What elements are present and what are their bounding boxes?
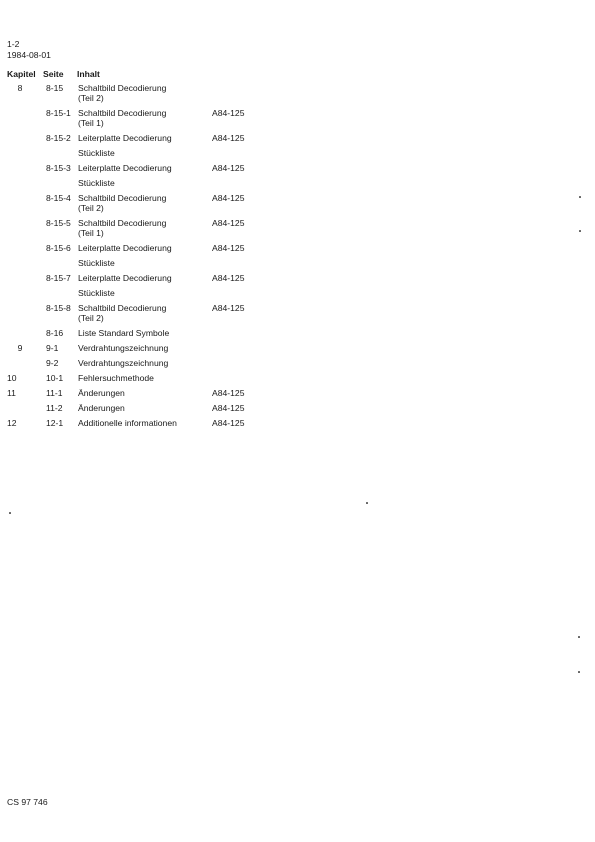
toc-inhalt bbox=[78, 83, 166, 103]
toc-seite: 8-15-6 bbox=[46, 243, 71, 253]
toc-inhalt-line1: Schaltbild Decodierung bbox=[78, 83, 167, 93]
column-header-inhalt: Inhalt bbox=[77, 69, 100, 79]
toc-inhalt-line1: Änderungen bbox=[78, 388, 125, 398]
toc-inhalt bbox=[78, 178, 115, 188]
toc-seite: 8-15-7 bbox=[46, 273, 71, 283]
toc-ref: A84-125 bbox=[212, 273, 245, 283]
column-header-kapitel: Kapitel bbox=[7, 69, 36, 79]
toc-seite: 8-16 bbox=[46, 328, 64, 338]
toc-inhalt-line1: Stückliste bbox=[78, 258, 115, 268]
toc-inhalt bbox=[78, 303, 166, 323]
toc-row bbox=[0, 273, 320, 288]
toc-inhalt-line1: Leiterplatte Decodierung bbox=[78, 243, 172, 253]
toc-inhalt-line1: Leiterplatte Decodierung bbox=[78, 273, 172, 283]
toc-inhalt bbox=[78, 218, 166, 238]
toc-inhalt bbox=[78, 163, 172, 173]
toc-seite: 8-15-1 bbox=[46, 108, 71, 118]
toc-seite: 8-15-3 bbox=[46, 163, 71, 173]
toc-row bbox=[0, 243, 320, 258]
toc-ref: A84-125 bbox=[212, 388, 245, 398]
toc-inhalt-line1: Fehlersuchmethode bbox=[78, 373, 154, 383]
toc-ref: A84-125 bbox=[212, 193, 245, 203]
toc-seite: 11-1 bbox=[46, 388, 63, 398]
toc-inhalt-line2: (Teil 2) bbox=[78, 313, 104, 323]
toc-inhalt-line1: Additionelle informationen bbox=[78, 418, 177, 428]
toc-table bbox=[0, 83, 320, 433]
toc-ref: A84-125 bbox=[212, 108, 245, 118]
toc-row bbox=[0, 108, 320, 133]
toc-inhalt bbox=[78, 108, 166, 128]
toc-ref: A84-125 bbox=[212, 418, 245, 428]
toc-inhalt-line1: Verdrahtungszeichnung bbox=[78, 343, 169, 353]
toc-seite: 8-15-4 bbox=[46, 193, 71, 203]
toc-inhalt-line1: Schaltbild Decodierung bbox=[78, 108, 167, 118]
scan-speck bbox=[366, 502, 368, 504]
toc-ref: A84-125 bbox=[212, 403, 245, 413]
toc-kapitel: 8 bbox=[17, 83, 23, 93]
toc-seite: 11-2 bbox=[46, 403, 63, 413]
scan-speck bbox=[578, 671, 580, 673]
scan-speck bbox=[579, 196, 581, 198]
toc-inhalt bbox=[78, 193, 166, 213]
page-code: 1-2 bbox=[7, 39, 20, 49]
toc-inhalt-line2: (Teil 1) bbox=[78, 118, 104, 128]
scan-speck bbox=[9, 512, 11, 514]
toc-inhalt bbox=[78, 288, 115, 298]
toc-inhalt bbox=[78, 373, 154, 383]
toc-row bbox=[0, 133, 320, 148]
toc-row bbox=[0, 418, 320, 433]
scan-speck bbox=[579, 230, 581, 232]
toc-row bbox=[0, 358, 320, 373]
toc-row bbox=[0, 303, 320, 328]
toc-seite: 9-1 bbox=[46, 343, 59, 353]
toc-row bbox=[0, 328, 320, 343]
toc-ref: A84-125 bbox=[212, 303, 245, 313]
toc-ref: A84-125 bbox=[212, 133, 245, 143]
toc-inhalt-line1: Schaltbild Decodierung bbox=[78, 303, 167, 313]
footer-code: CS 97 746 bbox=[7, 797, 48, 807]
toc-row bbox=[0, 403, 320, 418]
toc-seite: 8-15 bbox=[46, 83, 64, 93]
toc-seite: 10-1 bbox=[46, 373, 64, 383]
toc-inhalt-line1: Verdrahtungszeichnung bbox=[78, 358, 169, 368]
toc-ref: A84-125 bbox=[212, 163, 245, 173]
toc-seite: 9-2 bbox=[46, 358, 59, 368]
toc-inhalt-line2: (Teil 1) bbox=[78, 228, 104, 238]
toc-inhalt bbox=[78, 388, 125, 398]
toc-inhalt-line1: Schaltbild Decodierung bbox=[78, 193, 167, 203]
toc-row bbox=[0, 343, 320, 358]
toc-seite: 8-15-5 bbox=[46, 218, 71, 228]
toc-ref: A84-125 bbox=[212, 243, 245, 253]
toc-inhalt bbox=[78, 343, 168, 353]
toc-inhalt bbox=[78, 403, 125, 413]
toc-row bbox=[0, 258, 320, 273]
toc-row bbox=[0, 373, 320, 388]
page-date: 1984-08-01 bbox=[7, 50, 51, 60]
toc-inhalt bbox=[78, 358, 168, 368]
toc-seite: 12-1 bbox=[46, 418, 64, 428]
toc-inhalt-line1: Leiterplatte Decodierung bbox=[78, 163, 172, 173]
toc-inhalt bbox=[78, 133, 172, 143]
toc-kapitel: 10 bbox=[7, 373, 17, 383]
toc-ref: A84-125 bbox=[212, 218, 245, 228]
toc-inhalt-line1: Änderungen bbox=[78, 403, 125, 413]
toc-inhalt bbox=[78, 258, 115, 268]
scan-speck bbox=[578, 636, 580, 638]
toc-inhalt bbox=[78, 328, 169, 338]
toc-inhalt bbox=[78, 148, 115, 158]
toc-kapitel: 9 bbox=[17, 343, 23, 353]
toc-row bbox=[0, 148, 320, 163]
column-header-seite: Seite bbox=[43, 69, 64, 79]
toc-seite: 8-15-8 bbox=[46, 303, 71, 313]
toc-row bbox=[0, 218, 320, 243]
toc-inhalt bbox=[78, 273, 172, 283]
toc-inhalt bbox=[78, 243, 172, 253]
toc-row bbox=[0, 388, 320, 403]
toc-inhalt-line1: Liste Standard Symbole bbox=[78, 328, 170, 338]
toc-inhalt-line2: (Teil 2) bbox=[78, 203, 104, 213]
toc-row bbox=[0, 83, 320, 108]
toc-inhalt-line1: Stückliste bbox=[78, 288, 115, 298]
toc-seite: 8-15-2 bbox=[46, 133, 71, 143]
toc-inhalt bbox=[78, 418, 177, 428]
toc-row bbox=[0, 178, 320, 193]
toc-kapitel: 12 bbox=[7, 418, 17, 428]
toc-inhalt-line1: Stückliste bbox=[78, 178, 115, 188]
toc-row bbox=[0, 288, 320, 303]
toc-header bbox=[0, 69, 300, 81]
toc-row bbox=[0, 193, 320, 218]
toc-inhalt-line2: (Teil 2) bbox=[78, 93, 104, 103]
toc-row bbox=[0, 163, 320, 178]
toc-inhalt-line1: Leiterplatte Decodierung bbox=[78, 133, 172, 143]
toc-inhalt-line1: Stückliste bbox=[78, 148, 115, 158]
toc-kapitel: 11 bbox=[7, 388, 16, 398]
toc-inhalt-line1: Schaltbild Decodierung bbox=[78, 218, 167, 228]
